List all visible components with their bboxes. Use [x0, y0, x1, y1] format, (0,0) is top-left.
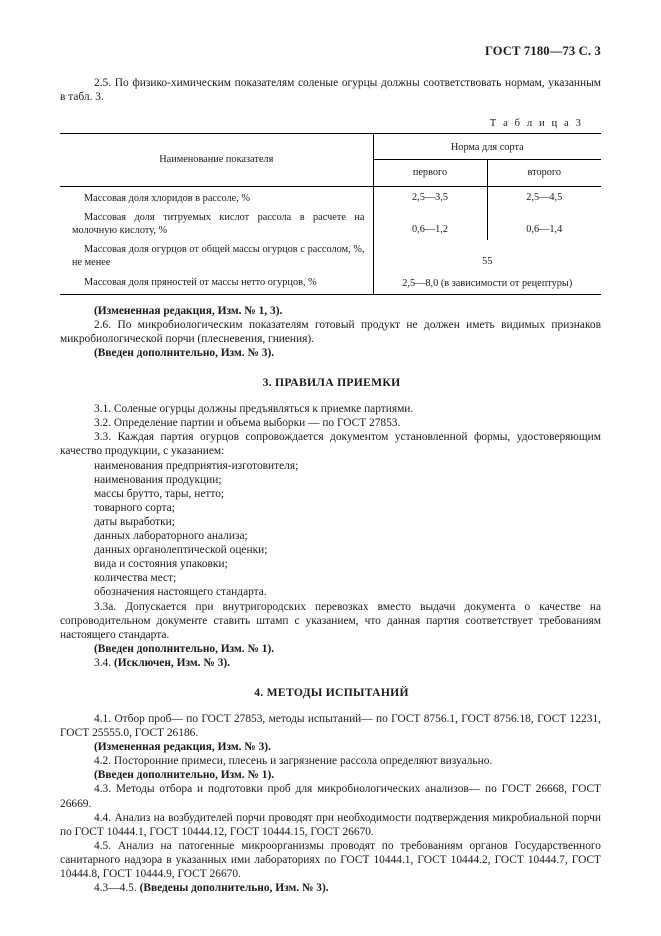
clause-3-3: 3.3. Каждая партия огурцов сопровождается документом установленной формы, удостоверяющим качество продукции, с указанием: [60, 431, 601, 458]
clause-4-1: 4.1. Отбор проб— по ГОСТ 27853, методы испытаний— по ГОСТ 8756.1, ГОСТ 8756.18, ГОСТ 12231, ГОСТ 25555.0, ГОСТ 26186. [60, 712, 601, 740]
table-header-grade-2: второго [487, 160, 601, 186]
list-item: обозначения настоящего стандарта. [94, 586, 267, 599]
physico-chemical-table [60, 133, 601, 295]
clause-2-6: 2.6. По микробиологическим показателям готовый продукт не должен иметь видимых признаков микробиологической порчи (плесневения, гниения). [60, 318, 601, 345]
list-item: вида и состояния упаковки; [94, 558, 228, 571]
note-after-clause-4-1: (Измененная редакция, Изм. № 3). [94, 741, 271, 754]
clause-4-3: 4.3. Методы отбора и подготовки проб для микробиологических анализов— по ГОСТ 26668, ГОСТ 26669. [60, 783, 601, 810]
list-item: данных органолептической оценки; [94, 544, 268, 557]
clause-3-1: 3.1. Соленые огурцы должны предъявляться к приемке партиями. [94, 403, 414, 416]
note-after-clause-4-2: (Введен дополнительно, Изм. № 1). [94, 769, 275, 782]
clause-3-3a: 3.3а. Допускается при внутригородских перевозках вместо выдачи документа о качестве на сопроводительном документе ставить штамп с указанием, что данная партия соответствует требованиям настоящего стандарта. [60, 600, 601, 641]
list-item: наименования предприятия-изготовителя; [94, 459, 299, 472]
table-row [60, 186, 601, 208]
table-cell-value-span: 55 [373, 240, 601, 272]
table-cell-grade-2: 0,6—1,4 [487, 208, 601, 240]
table-cell-grade-1: 0,6—1,2 [373, 208, 487, 240]
note-after-clause-3-3a: (Введен дополнительно, Изм. № 1). [94, 642, 275, 655]
table-header-norm-group: Норма для сорта [373, 134, 601, 160]
table-cell-value-span: 2,5—8,0 (в зависимости от рецептуры) [373, 273, 601, 294]
table-header-grade-1: первого [373, 160, 487, 186]
table-cell-indicator: Массовая доля титруемых кислот рассола в расчете на молочную кислоту, % [72, 211, 365, 236]
table-cell-grade-2: 2,5—4,5 [487, 186, 601, 208]
section-3-title: 3. ПРАВИЛА ПРИЕМКИ [262, 376, 401, 390]
clause-4-4: 4.4. Анализ на возбудителей порчи проводят при необходимости подтверждения микробиальной порчи по ГОСТ 10444.1, ГОСТ 10444.12, ГОСТ 10444.15, ГОСТ 26670. [60, 811, 601, 838]
table-cell-grade-1: 2,5—3,5 [373, 186, 487, 208]
note-after-table: (Измененная редакция, Изм. № 1, 3). [94, 304, 283, 317]
clause-range-note: (Введены дополнительно, Изм. № 3). [139, 882, 329, 895]
note-after-clause-2-6: (Введен дополнительно, Изм. № 3). [94, 347, 275, 360]
list-item: даты выработки; [94, 515, 175, 528]
list-item: данных лабораторного анализа; [94, 530, 248, 543]
list-item: количества мест; [94, 572, 177, 585]
list-item: товарного сорта; [94, 501, 175, 514]
clause-4-3-4-5-note [22, 881, 641, 895]
section-4-title: 4. МЕТОДЫ ИСПЫТАНИЙ [254, 685, 409, 699]
clause-3-2: 3.2. Определение партии и объема выборки — по ГОСТ 27853. [94, 417, 401, 430]
clause-4-2: 4.2. Посторонние примеси, плесень и загрязнение рассола определяют визуально. [94, 755, 493, 768]
clause-3-4-note: (Исключен, Изм. № 3). [113, 656, 230, 669]
clause-2-5: 2.5. По физико-химическим показателям соленые огурцы должны соответствовать нормам, указанным в табл. 3. [60, 77, 601, 104]
table-row [60, 273, 601, 294]
document-body [22, 76, 641, 895]
table-caption: Т а б л и ц а 3 [489, 118, 583, 130]
table-header-name: Наименование показателя [60, 134, 373, 186]
list-item: наименования продукции; [94, 473, 222, 486]
clause-3-4 [22, 656, 641, 670]
table-cell-indicator: Массовая доля огурцов от общей массы огурцов с рассолом, %, не менее [72, 244, 365, 269]
page-header: ГОСТ 7180—73 С. 3 [484, 44, 601, 58]
clause-4-5: 4.5. Анализ на патогенные микроорганизмы проводят по требованиям органов Государственного санитарного надзора в указанных ими лабораториях по ГОСТ 10444.1, ГОСТ 10444.2, ГОСТ 10444.7, ГОСТ 10444.8, ГОСТ 10444.9, ГОСТ 26670. [60, 839, 601, 880]
table-row [60, 208, 601, 240]
clause-range-number: 4.3—4.5. [94, 882, 140, 895]
table-row [60, 240, 601, 272]
clause-3-4-number: 3.4. [94, 656, 114, 669]
table-cell-indicator: Массовая доля хлоридов в рассоле, % [84, 192, 250, 204]
table-cell-indicator: Массовая доля пряностей от массы нетто огурцов, % [84, 276, 317, 288]
list-item: массы брутто, тары, нетто; [94, 487, 225, 500]
